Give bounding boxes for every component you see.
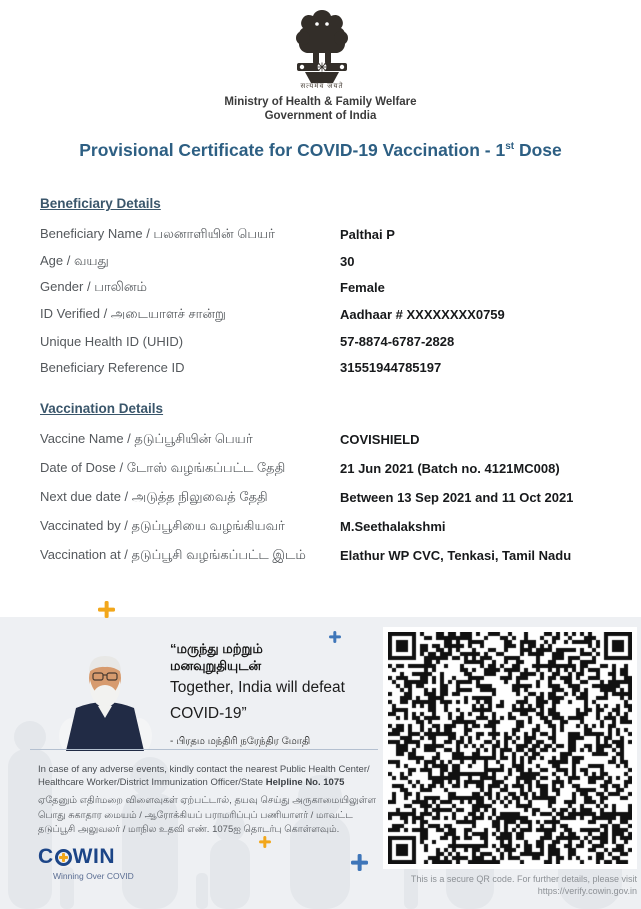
field-label: Date of Dose / டோஸ் வழங்கப்பட்ட தேதி [40, 460, 286, 475]
title-ordinal: st [505, 141, 515, 153]
notice-english [38, 763, 384, 789]
quote-tamil-line2: மனவுறுதியுடன் [170, 657, 262, 673]
field-label: Beneficiary Reference ID [40, 360, 185, 376]
helpline-number: Helpline No. 1075 [265, 777, 345, 788]
field-value: M.Seethalakshmi [340, 519, 446, 534]
field-label: Beneficiary Name / பலனாளியின் பெயர் [40, 225, 275, 241]
notice-tamil: ஏதேனும் எதிர்மறை விளைவுகள் ஏற்பட்டால், தயவு செய்து அருகாமையிலுள்ள பொது சுகாதார மையம் / ஆரோக்கியப் பராமரிப்புப் பணியாளர் / மாவட்ட தடுப்பூசி அலுவலர் / மாநில உதவி எண். 1075ஐ தொடர்பு கொள்ளவும். [38, 795, 376, 835]
certificate-title [0, 140, 641, 161]
title-text: Provisional Certificate for COVID-19 Vaccination - 1 [79, 140, 506, 160]
vaccination-details [40, 425, 601, 570]
field-label: Next due date / அடுத்த நிலுவைத் தேதி [40, 489, 268, 504]
pm-quote [170, 641, 382, 748]
quote-tamil-line1: “மருந்து மற்றும் [170, 641, 263, 656]
quote-english-line2: COVID-19” [170, 705, 247, 722]
field-label: Vaccination at / தடுப்பூசி வழங்கப்பட்ட இடம் [40, 547, 306, 562]
table-row [40, 454, 601, 483]
table-row [40, 301, 601, 328]
quote-attribution: - பிரதம மந்திரி நரேந்திர மோதி [170, 736, 311, 747]
beneficiary-section-title: Beneficiary Details [40, 196, 161, 211]
national-emblem-icon [287, 8, 357, 84]
pm-modi-photo [42, 644, 168, 751]
field-value: 30 [340, 253, 355, 269]
cowin-wordmark [38, 845, 134, 869]
cowin-logo-prefix: C [38, 845, 54, 868]
vaccination-section-title: Vaccination Details [40, 401, 164, 416]
field-label: Gender / பாலினம் [40, 279, 147, 295]
table-row [40, 221, 601, 248]
qr-caption-line1: This is a secure QR code. For further details, please visit [410, 874, 637, 884]
plus-decoration-icon [329, 631, 341, 643]
adverse-events-notice [38, 763, 384, 838]
field-value: Aadhaar # XXXXXXXX0759 [340, 306, 505, 322]
field-label: Vaccinated by / தடுப்பூசியை வழங்கியவர் [40, 518, 285, 533]
table-row [40, 274, 601, 301]
table-row [40, 328, 601, 355]
plus-decoration-icon [259, 836, 271, 848]
beneficiary-details [40, 221, 601, 381]
field-value: Between 13 Sep 2021 and 11 Oct 2021 [340, 490, 574, 505]
table-row [40, 425, 601, 454]
qr-code [388, 632, 632, 864]
cowin-tagline: Winning Over COVID [53, 871, 134, 881]
field-value: 57-8874-6787-2828 [340, 333, 455, 349]
table-row [40, 541, 601, 570]
cowin-logo-suffix: WIN [72, 845, 115, 868]
field-value: Elathur WP CVC, Tenkasi, Tamil Nadu [340, 548, 572, 563]
field-value: Female [340, 280, 385, 296]
table-row [40, 512, 601, 541]
field-label: Vaccine Name / தடுப்பூசியின் பெயர் [40, 431, 253, 446]
emblem-motto: सत्यमेव जयते [300, 83, 344, 90]
field-value: COVISHIELD [340, 432, 420, 447]
qr-caption [340, 874, 637, 897]
notice-english-line2: Healthcare Worker/District Immunization Officer/State [38, 777, 266, 788]
plus-decoration-icon [98, 601, 115, 618]
qr-code-card [383, 627, 637, 869]
cowin-logo [38, 845, 134, 881]
banner-divider [30, 749, 378, 750]
field-value: Palthai P [340, 226, 395, 242]
field-label: ID Verified / அடையாளச் சான்று [40, 305, 226, 321]
table-row [40, 354, 601, 381]
field-label: Age / வயது [40, 252, 109, 268]
title-suffix: Dose [514, 140, 562, 160]
table-row [40, 483, 601, 512]
quote-english-line1: Together, India will defeat [170, 679, 345, 696]
ministry-line1: Ministry of Health & Family Welfare [224, 96, 417, 108]
field-value: 31551944785197 [340, 360, 442, 376]
table-row [40, 248, 601, 275]
ministry-line2: Government of India [264, 110, 377, 122]
qr-caption-line2: https://verify.cowin.gov.in [537, 885, 637, 896]
field-label: Unique Health ID (UHID) [40, 333, 184, 349]
ministry-header [0, 95, 641, 123]
notice-english-line1: In case of any adverse events, kindly contact the nearest Public Health Center/ [38, 764, 370, 775]
cowin-plus-icon [55, 849, 72, 866]
plus-decoration-icon [351, 854, 368, 871]
field-value: 21 Jun 2021 (Batch no. 4121MC008) [340, 461, 560, 476]
